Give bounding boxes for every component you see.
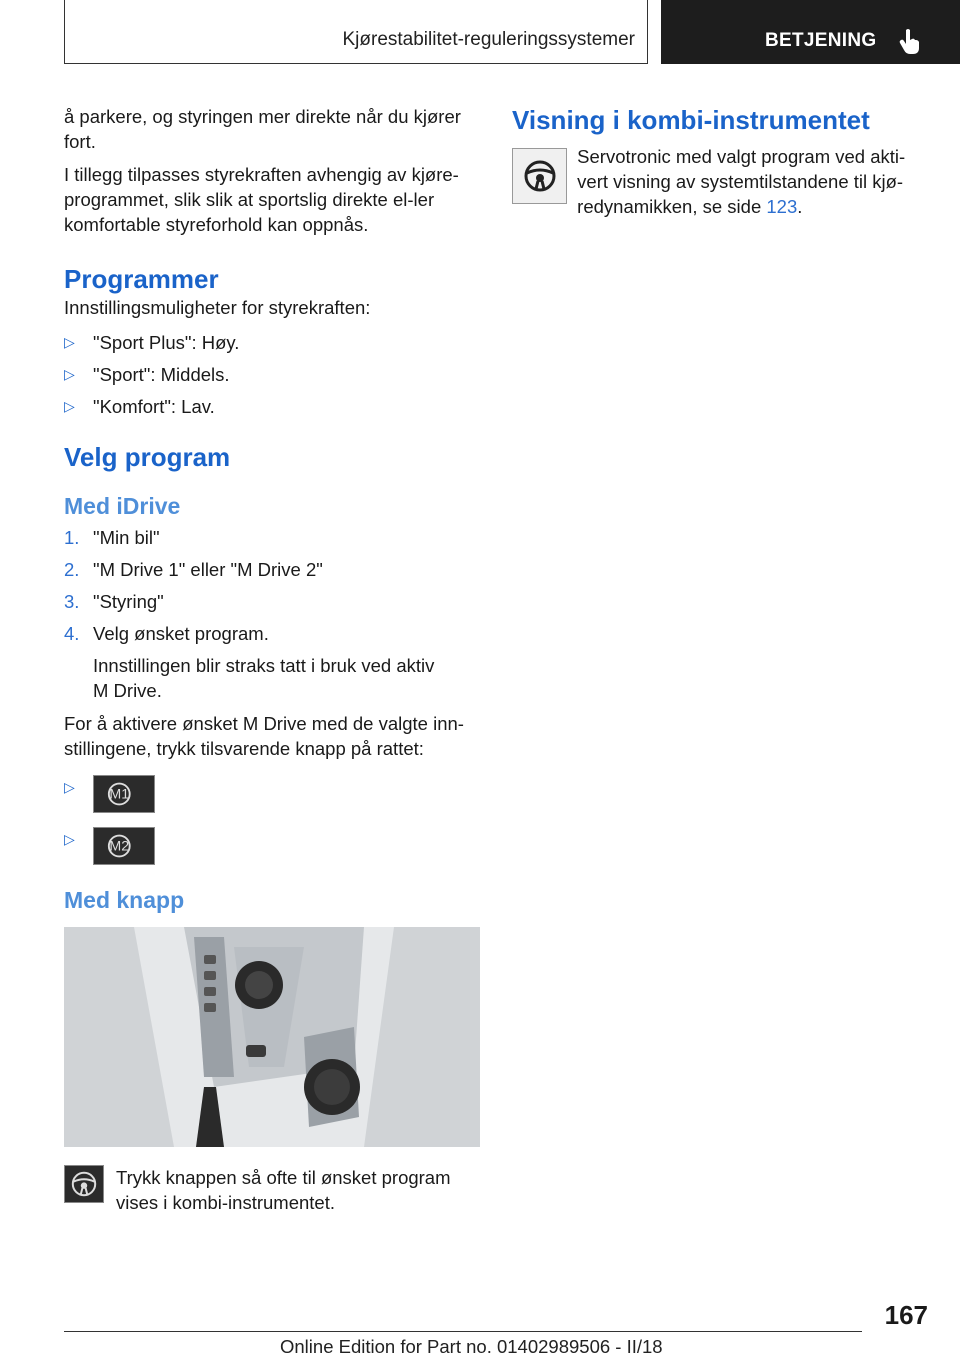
button-note-row [64,1165,480,1223]
m-buttons-list [64,775,480,865]
triangle-bullet-icon: ▷ [64,366,75,382]
list-item: ▷ "Komfort": Lav. [64,396,215,417]
list-item: ▷ "Sport": Middels. [64,364,230,385]
page-link[interactable]: 123 [766,196,798,217]
list-item: 4. Velg ønsket program. [64,623,269,644]
list-item [64,827,480,865]
triangle-bullet-icon: ▷ [64,779,75,795]
list-item [64,775,480,813]
button-note: Trykk knappen så ofte til ønsket program vises i kombi-instrumentet. [116,1167,451,1213]
programs-heading: Programmer [64,264,219,294]
m2-button-icon [93,827,155,865]
triangle-bullet-icon: ▷ [64,398,75,414]
kombi-row [512,144,912,227]
list-item: 3. "Styring" [64,591,164,612]
svg-text:M1: M1 [109,786,130,803]
list-item: 2. "M Drive 1" eller "M Drive 2" [64,559,323,580]
select-program-heading: Velg program [64,442,231,472]
left-column [64,104,480,1223]
svg-text:M2: M2 [109,838,130,855]
chapter-tab [661,0,960,64]
section-title: Kjørestabilitet-reguleringssystemer [342,29,635,50]
button-heading: Med knapp [64,887,185,913]
steering-wheel-icon [64,1165,104,1203]
triangle-bullet-icon: ▷ [64,334,75,350]
center-console-photo [64,927,480,1147]
right-column [512,104,912,227]
page-number: 167 [884,1300,928,1330]
programs-list [64,330,480,419]
kombi-text: Servotronic med valgt program ved akti-vert visning av systemtilstandene til kjø-redynamikken, se side 123. [577,146,906,217]
list-item: ▷ "Sport Plus": Høy. [64,332,240,353]
m1-button-icon [93,775,155,813]
step4-note: Innstillingen blir straks tatt i bruk ved aktiv M Drive. [93,655,435,701]
idrive-steps [64,525,480,646]
chapter-title: BETJENING [765,30,877,51]
running-header [64,0,648,64]
footer-divider [64,1331,862,1332]
triangle-bullet-icon: ▷ [64,831,75,847]
kombi-heading: Visning i kombi-instrumentet [512,105,870,135]
steering-wheel-icon [512,148,567,204]
programs-intro: Innstillingsmuligheter for styrekraften: [64,297,371,318]
idrive-heading: Med iDrive [64,493,181,519]
list-item: 1. "Min bil" [64,527,160,548]
pointing-hand-icon [898,28,922,56]
intro-paragraph-1: å parkere, og styringen mer direkte når du kjører fort. [64,106,461,152]
intro-paragraph-2: I tillegg tilpasses styrekraften avhengig av kjøre-programmet, slik slik at sportslig direkte el-ler komfortable styreforhold kan oppnås. [64,164,459,235]
activate-text: For å aktivere ønsket M Drive med de valgte inn-stillingene, trykk tilsvarende knapp på rattet: [64,713,464,759]
edition-text: Online Edition for Part no. 01402989506 - II/18 [280,1336,663,1357]
